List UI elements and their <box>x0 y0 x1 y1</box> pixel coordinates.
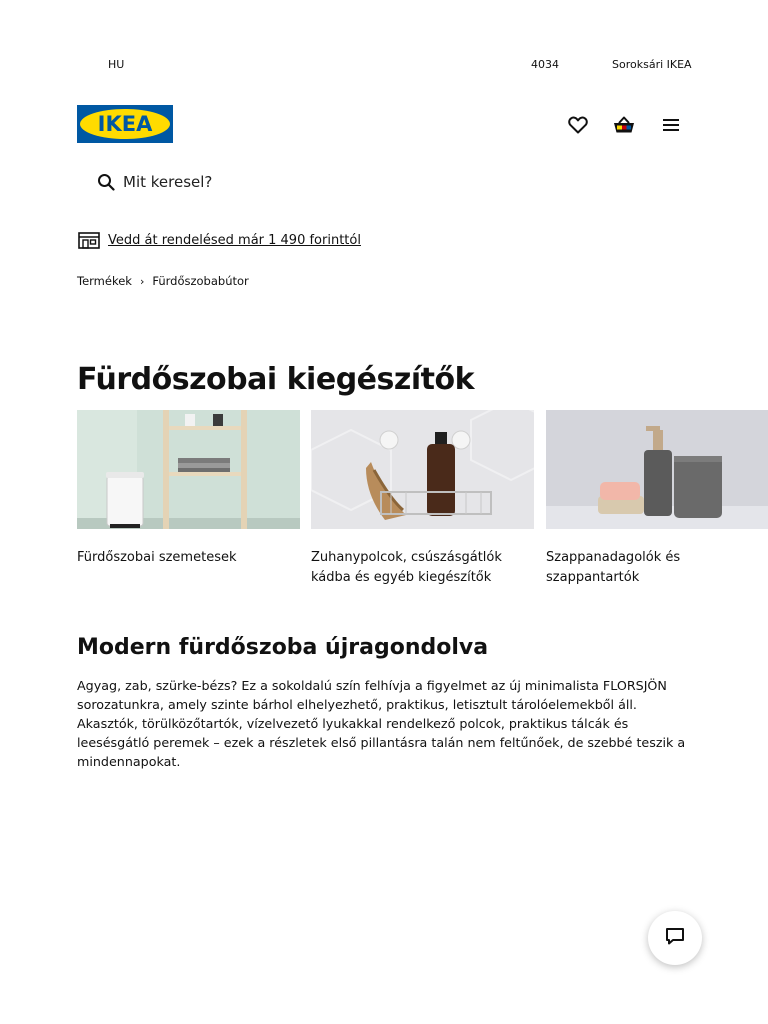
delivery-link[interactable]: Vedd át rendelésed már 1 490 forinttól <box>108 232 361 248</box>
search-placeholder: Mit keresel? <box>123 173 213 191</box>
category-label: Fürdőszobai szemetesek <box>77 550 237 565</box>
category-card-shower-shelves[interactable] <box>311 410 534 588</box>
category-image-bins <box>77 410 300 529</box>
language-selector[interactable]: HU <box>108 58 125 71</box>
breadcrumb-item-bathroom-furniture[interactable]: Fürdőszobabútor <box>152 274 249 288</box>
section-title: Modern fürdőszoba újragondolva <box>77 635 489 660</box>
category-card-soap-dispensers[interactable] <box>546 410 768 588</box>
category-carousel <box>77 410 768 590</box>
breadcrumb <box>77 274 249 288</box>
category-label: Szappanadagolók és szappantartók <box>546 550 681 585</box>
category-label: Zuhanypolcok, csúszásgátlók kádba és egyéb kiegészítők <box>311 550 502 585</box>
basket-icon[interactable] <box>612 114 636 136</box>
top-bar <box>0 58 768 74</box>
category-image-shower-shelves <box>311 410 534 529</box>
chat-button[interactable] <box>648 911 702 965</box>
zip-code-selector[interactable]: 4034 <box>531 58 559 71</box>
search-icon <box>93 169 119 195</box>
heart-icon[interactable] <box>566 114 590 136</box>
menu-icon[interactable] <box>659 114 683 136</box>
store-icon <box>78 231 100 249</box>
section-body: Agyag, zab, szürke-bézs? Ez a sokoldalú szín felhívja a figyelmet az új minimalista FLORSJÖN sorozatunkra, amely szinte bárhol elhelyezhető, praktikus, letisztult tárolóelemekből áll. Akasztók, törülközőtartók, vízelvezető lyukakkal rendelkező polcok, praktikus tálcák és leesésgátló peremek – ezek a részletek első pillantásra talán nem feltűnőek, de szebbé teszik a mindennapokat. <box>77 678 686 769</box>
delivery-banner[interactable] <box>78 230 361 250</box>
page-title: Fürdőszobai kiegészítők <box>77 362 475 397</box>
store-selector[interactable]: Soroksári IKEA <box>612 58 692 71</box>
chevron-right-icon: › <box>139 274 145 288</box>
category-image-soap-dispensers <box>546 410 768 529</box>
logo-text: IKEA <box>97 112 153 136</box>
search-input[interactable] <box>88 166 688 198</box>
header-icons <box>566 114 686 136</box>
ikea-logo[interactable] <box>77 105 173 143</box>
breadcrumb-item-products[interactable]: Termékek <box>77 274 132 288</box>
chat-icon <box>665 927 685 949</box>
category-card-bins[interactable] <box>77 410 300 568</box>
